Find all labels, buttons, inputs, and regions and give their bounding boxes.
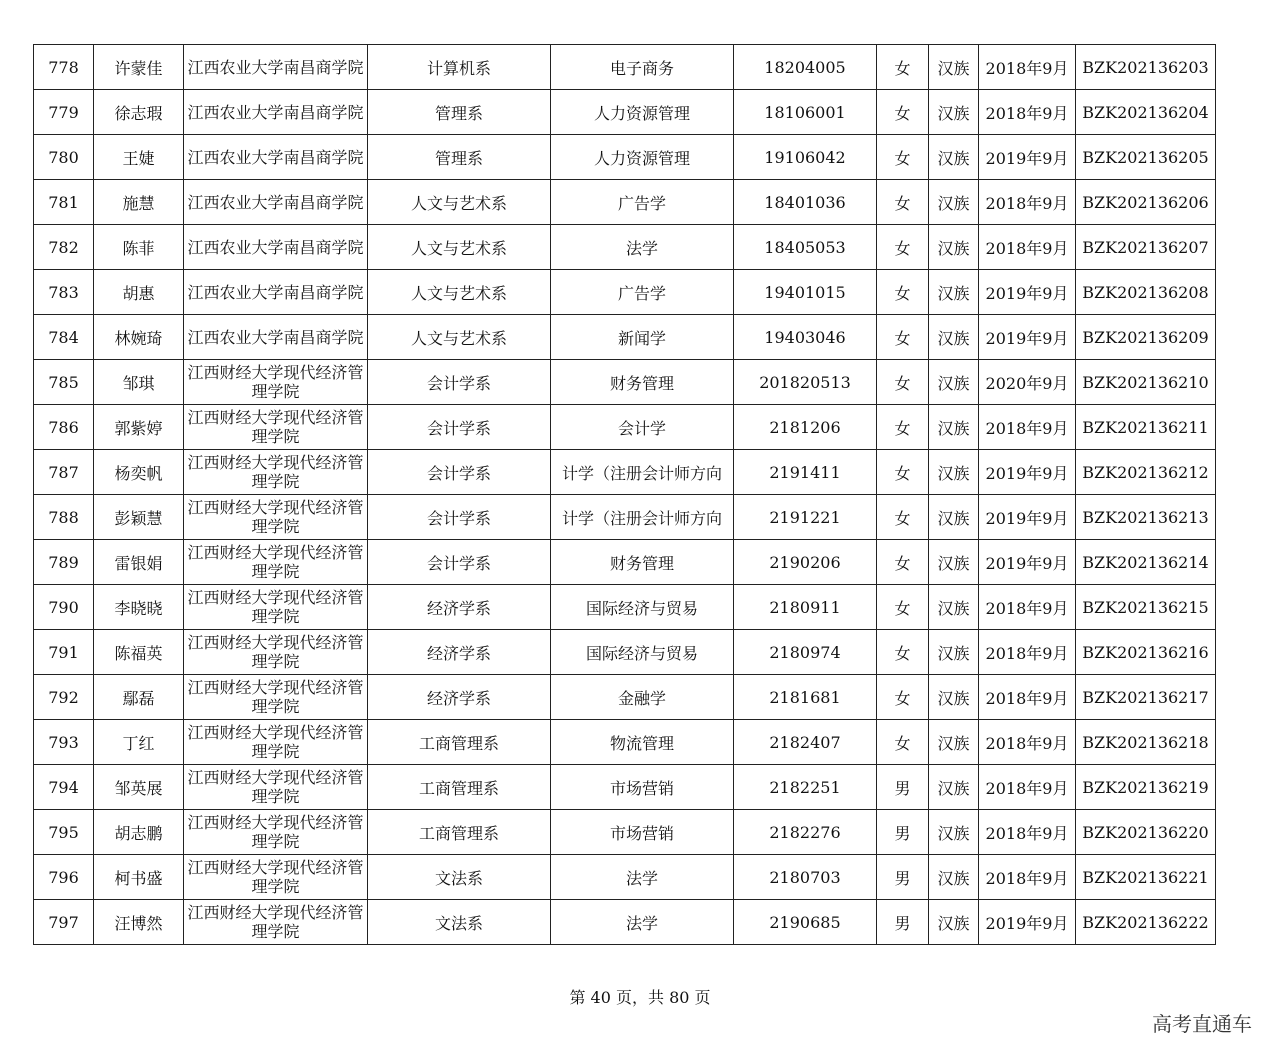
ethnicity-cell: 汉族: [929, 630, 979, 675]
row-number-cell: 785: [34, 360, 94, 405]
department-cell: 管理系: [368, 90, 551, 135]
department-cell: 经济学系: [368, 675, 551, 720]
gender-cell: 女: [877, 540, 929, 585]
table-row: [34, 225, 1216, 270]
major-cell: 电子商务: [551, 45, 734, 90]
student-id-cell: 18204005: [734, 45, 877, 90]
student-roster-table: [33, 44, 1216, 945]
table-row: [34, 45, 1216, 90]
student-name-cell: 林婉琦: [94, 315, 184, 360]
major-cell: 国际经济与贸易: [551, 585, 734, 630]
school-cell: 江西财经大学现代经济管理学院: [184, 720, 368, 765]
student-id-cell: 2190685: [734, 900, 877, 945]
gender-cell: 女: [877, 180, 929, 225]
gender-cell: 女: [877, 585, 929, 630]
enrollment-date-cell: 2018年9月: [979, 405, 1076, 450]
gender-cell: 女: [877, 135, 929, 180]
gender-cell: 女: [877, 45, 929, 90]
student-name-cell: 郭紫婷: [94, 405, 184, 450]
gender-cell: 男: [877, 810, 929, 855]
major-cell: 法学: [551, 855, 734, 900]
student-id-cell: 2182407: [734, 720, 877, 765]
department-cell: 工商管理系: [368, 810, 551, 855]
ethnicity-cell: 汉族: [929, 675, 979, 720]
ethnicity-cell: 汉族: [929, 45, 979, 90]
major-cell: 财务管理: [551, 360, 734, 405]
table-row: [34, 405, 1216, 450]
gender-cell: 男: [877, 900, 929, 945]
row-number-cell: 796: [34, 855, 94, 900]
school-cell: 江西农业大学南昌商学院: [184, 135, 368, 180]
student-name-cell: 王婕: [94, 135, 184, 180]
school-cell: 江西财经大学现代经济管理学院: [184, 405, 368, 450]
major-cell: 新闻学: [551, 315, 734, 360]
school-cell: 江西农业大学南昌商学院: [184, 180, 368, 225]
student-name-cell: 杨奕帆: [94, 450, 184, 495]
school-cell: 江西农业大学南昌商学院: [184, 45, 368, 90]
student-name-cell: 邹英展: [94, 765, 184, 810]
student-name-cell: 鄢磊: [94, 675, 184, 720]
school-cell: 江西财经大学现代经济管理学院: [184, 900, 368, 945]
row-number-cell: 780: [34, 135, 94, 180]
ethnicity-cell: 汉族: [929, 225, 979, 270]
student-name-cell: 许蒙佳: [94, 45, 184, 90]
certificate-number-cell: BZK202136215: [1076, 585, 1216, 630]
major-cell: 市场营销: [551, 810, 734, 855]
table-row: [34, 810, 1216, 855]
student-id-cell: 2180703: [734, 855, 877, 900]
table-row: [34, 630, 1216, 675]
student-name-cell: 陈菲: [94, 225, 184, 270]
certificate-number-cell: BZK202136207: [1076, 225, 1216, 270]
table-row: [34, 180, 1216, 225]
gender-cell: 女: [877, 450, 929, 495]
ethnicity-cell: 汉族: [929, 540, 979, 585]
ethnicity-cell: 汉族: [929, 585, 979, 630]
student-name-cell: 胡惠: [94, 270, 184, 315]
gender-cell: 男: [877, 765, 929, 810]
ethnicity-cell: 汉族: [929, 270, 979, 315]
certificate-number-cell: BZK202136206: [1076, 180, 1216, 225]
enrollment-date-cell: 2019年9月: [979, 315, 1076, 360]
row-number-cell: 792: [34, 675, 94, 720]
department-cell: 计算机系: [368, 45, 551, 90]
enrollment-date-cell: 2019年9月: [979, 450, 1076, 495]
school-cell: 江西农业大学南昌商学院: [184, 270, 368, 315]
ethnicity-cell: 汉族: [929, 765, 979, 810]
table-row: [34, 585, 1216, 630]
student-name-cell: 胡志鹏: [94, 810, 184, 855]
table-row: [34, 90, 1216, 135]
ethnicity-cell: 汉族: [929, 810, 979, 855]
certificate-number-cell: BZK202136204: [1076, 90, 1216, 135]
enrollment-date-cell: 2018年9月: [979, 810, 1076, 855]
certificate-number-cell: BZK202136212: [1076, 450, 1216, 495]
table-row: [34, 720, 1216, 765]
school-cell: 江西财经大学现代经济管理学院: [184, 765, 368, 810]
certificate-number-cell: BZK202136209: [1076, 315, 1216, 360]
table-row: [34, 135, 1216, 180]
table-row: [34, 450, 1216, 495]
student-name-cell: 陈福英: [94, 630, 184, 675]
major-cell: 法学: [551, 900, 734, 945]
enrollment-date-cell: 2019年9月: [979, 900, 1076, 945]
row-number-cell: 783: [34, 270, 94, 315]
ethnicity-cell: 汉族: [929, 405, 979, 450]
enrollment-date-cell: 2018年9月: [979, 45, 1076, 90]
student-id-cell: 2180911: [734, 585, 877, 630]
row-number-cell: 793: [34, 720, 94, 765]
student-name-cell: 徐志瑕: [94, 90, 184, 135]
row-number-cell: 795: [34, 810, 94, 855]
gender-cell: 女: [877, 360, 929, 405]
row-number-cell: 781: [34, 180, 94, 225]
department-cell: 人文与艺术系: [368, 270, 551, 315]
student-id-cell: 19401015: [734, 270, 877, 315]
student-name-cell: 彭颖慧: [94, 495, 184, 540]
department-cell: 经济学系: [368, 585, 551, 630]
row-number-cell: 797: [34, 900, 94, 945]
certificate-number-cell: BZK202136205: [1076, 135, 1216, 180]
enrollment-date-cell: 2018年9月: [979, 585, 1076, 630]
department-cell: 工商管理系: [368, 765, 551, 810]
enrollment-date-cell: 2018年9月: [979, 720, 1076, 765]
school-cell: 江西财经大学现代经济管理学院: [184, 810, 368, 855]
school-cell: 江西财经大学现代经济管理学院: [184, 585, 368, 630]
enrollment-date-cell: 2018年9月: [979, 180, 1076, 225]
row-number-cell: 788: [34, 495, 94, 540]
school-cell: 江西财经大学现代经济管理学院: [184, 630, 368, 675]
student-id-cell: 2190206: [734, 540, 877, 585]
major-cell: 国际经济与贸易: [551, 630, 734, 675]
major-cell: 广告学: [551, 270, 734, 315]
row-number-cell: 782: [34, 225, 94, 270]
row-number-cell: 786: [34, 405, 94, 450]
row-number-cell: 784: [34, 315, 94, 360]
certificate-number-cell: BZK202136214: [1076, 540, 1216, 585]
ethnicity-cell: 汉族: [929, 495, 979, 540]
school-cell: 江西财经大学现代经济管理学院: [184, 450, 368, 495]
enrollment-date-cell: 2020年9月: [979, 360, 1076, 405]
gender-cell: 男: [877, 855, 929, 900]
certificate-number-cell: BZK202136210: [1076, 360, 1216, 405]
department-cell: 人文与艺术系: [368, 315, 551, 360]
gender-cell: 女: [877, 90, 929, 135]
enrollment-date-cell: 2019年9月: [979, 495, 1076, 540]
certificate-number-cell: BZK202136203: [1076, 45, 1216, 90]
department-cell: 会计学系: [368, 450, 551, 495]
school-cell: 江西农业大学南昌商学院: [184, 90, 368, 135]
ethnicity-cell: 汉族: [929, 315, 979, 360]
school-cell: 江西财经大学现代经济管理学院: [184, 855, 368, 900]
student-id-cell: 18401036: [734, 180, 877, 225]
student-name-cell: 柯书盛: [94, 855, 184, 900]
student-id-cell: 2182276: [734, 810, 877, 855]
gender-cell: 女: [877, 315, 929, 360]
certificate-number-cell: BZK202136218: [1076, 720, 1216, 765]
row-number-cell: 778: [34, 45, 94, 90]
department-cell: 经济学系: [368, 630, 551, 675]
certificate-number-cell: BZK202136213: [1076, 495, 1216, 540]
department-cell: 工商管理系: [368, 720, 551, 765]
row-number-cell: 789: [34, 540, 94, 585]
enrollment-date-cell: 2018年9月: [979, 90, 1076, 135]
department-cell: 人文与艺术系: [368, 225, 551, 270]
student-id-cell: 19106042: [734, 135, 877, 180]
student-id-cell: 2191411: [734, 450, 877, 495]
certificate-number-cell: BZK202136216: [1076, 630, 1216, 675]
table-row: [34, 765, 1216, 810]
student-id-cell: 2180974: [734, 630, 877, 675]
enrollment-date-cell: 2018年9月: [979, 855, 1076, 900]
row-number-cell: 791: [34, 630, 94, 675]
table-row: [34, 540, 1216, 585]
ethnicity-cell: 汉族: [929, 135, 979, 180]
student-id-cell: 18405053: [734, 225, 877, 270]
major-cell: 法学: [551, 225, 734, 270]
school-cell: 江西财经大学现代经济管理学院: [184, 540, 368, 585]
student-id-cell: 2182251: [734, 765, 877, 810]
certificate-number-cell: BZK202136222: [1076, 900, 1216, 945]
school-cell: 江西财经大学现代经济管理学院: [184, 360, 368, 405]
student-name-cell: 雷银娟: [94, 540, 184, 585]
gender-cell: 女: [877, 405, 929, 450]
school-cell: 江西财经大学现代经济管理学院: [184, 675, 368, 720]
major-cell: 计学（注册会计师方向: [551, 495, 734, 540]
ethnicity-cell: 汉族: [929, 450, 979, 495]
table-row: [34, 495, 1216, 540]
student-name-cell: 丁红: [94, 720, 184, 765]
enrollment-date-cell: 2019年9月: [979, 135, 1076, 180]
table-row: [34, 675, 1216, 720]
table-row: [34, 315, 1216, 360]
student-name-cell: 汪博然: [94, 900, 184, 945]
major-cell: 金融学: [551, 675, 734, 720]
ethnicity-cell: 汉族: [929, 720, 979, 765]
major-cell: 会计学: [551, 405, 734, 450]
major-cell: 人力资源管理: [551, 135, 734, 180]
department-cell: 管理系: [368, 135, 551, 180]
watermark-text: 高考直通车: [1152, 1012, 1252, 1036]
department-cell: 文法系: [368, 855, 551, 900]
certificate-number-cell: BZK202136221: [1076, 855, 1216, 900]
gender-cell: 女: [877, 720, 929, 765]
row-number-cell: 787: [34, 450, 94, 495]
student-id-cell: 201820513: [734, 360, 877, 405]
major-cell: 财务管理: [551, 540, 734, 585]
major-cell: 人力资源管理: [551, 90, 734, 135]
gender-cell: 女: [877, 270, 929, 315]
ethnicity-cell: 汉族: [929, 180, 979, 225]
major-cell: 市场营销: [551, 765, 734, 810]
table-row: [34, 270, 1216, 315]
row-number-cell: 790: [34, 585, 94, 630]
enrollment-date-cell: 2018年9月: [979, 675, 1076, 720]
certificate-number-cell: BZK202136208: [1076, 270, 1216, 315]
ethnicity-cell: 汉族: [929, 360, 979, 405]
certificate-number-cell: BZK202136220: [1076, 810, 1216, 855]
enrollment-date-cell: 2018年9月: [979, 225, 1076, 270]
student-id-cell: 2181206: [734, 405, 877, 450]
table-row: [34, 900, 1216, 945]
student-name-cell: 李晓晓: [94, 585, 184, 630]
page-number-footer: 第 40 页，共 80 页: [569, 988, 711, 1007]
school-cell: 江西农业大学南昌商学院: [184, 315, 368, 360]
ethnicity-cell: 汉族: [929, 90, 979, 135]
gender-cell: 女: [877, 495, 929, 540]
table-row: [34, 360, 1216, 405]
student-name-cell: 施慧: [94, 180, 184, 225]
department-cell: 文法系: [368, 900, 551, 945]
gender-cell: 女: [877, 225, 929, 270]
department-cell: 人文与艺术系: [368, 180, 551, 225]
student-id-cell: 18106001: [734, 90, 877, 135]
enrollment-date-cell: 2018年9月: [979, 630, 1076, 675]
student-id-cell: 2191221: [734, 495, 877, 540]
roster-body: [34, 45, 1216, 945]
major-cell: 广告学: [551, 180, 734, 225]
school-cell: 江西财经大学现代经济管理学院: [184, 495, 368, 540]
major-cell: 物流管理: [551, 720, 734, 765]
department-cell: 会计学系: [368, 540, 551, 585]
student-id-cell: 19403046: [734, 315, 877, 360]
table-row: [34, 855, 1216, 900]
school-cell: 江西农业大学南昌商学院: [184, 225, 368, 270]
gender-cell: 女: [877, 630, 929, 675]
major-cell: 计学（注册会计师方向: [551, 450, 734, 495]
student-name-cell: 邹琪: [94, 360, 184, 405]
department-cell: 会计学系: [368, 360, 551, 405]
certificate-number-cell: BZK202136219: [1076, 765, 1216, 810]
enrollment-date-cell: 2018年9月: [979, 765, 1076, 810]
enrollment-date-cell: 2019年9月: [979, 270, 1076, 315]
certificate-number-cell: BZK202136211: [1076, 405, 1216, 450]
department-cell: 会计学系: [368, 495, 551, 540]
ethnicity-cell: 汉族: [929, 855, 979, 900]
row-number-cell: 779: [34, 90, 94, 135]
certificate-number-cell: BZK202136217: [1076, 675, 1216, 720]
enrollment-date-cell: 2019年9月: [979, 540, 1076, 585]
department-cell: 会计学系: [368, 405, 551, 450]
gender-cell: 女: [877, 675, 929, 720]
ethnicity-cell: 汉族: [929, 900, 979, 945]
row-number-cell: 794: [34, 765, 94, 810]
student-id-cell: 2181681: [734, 675, 877, 720]
